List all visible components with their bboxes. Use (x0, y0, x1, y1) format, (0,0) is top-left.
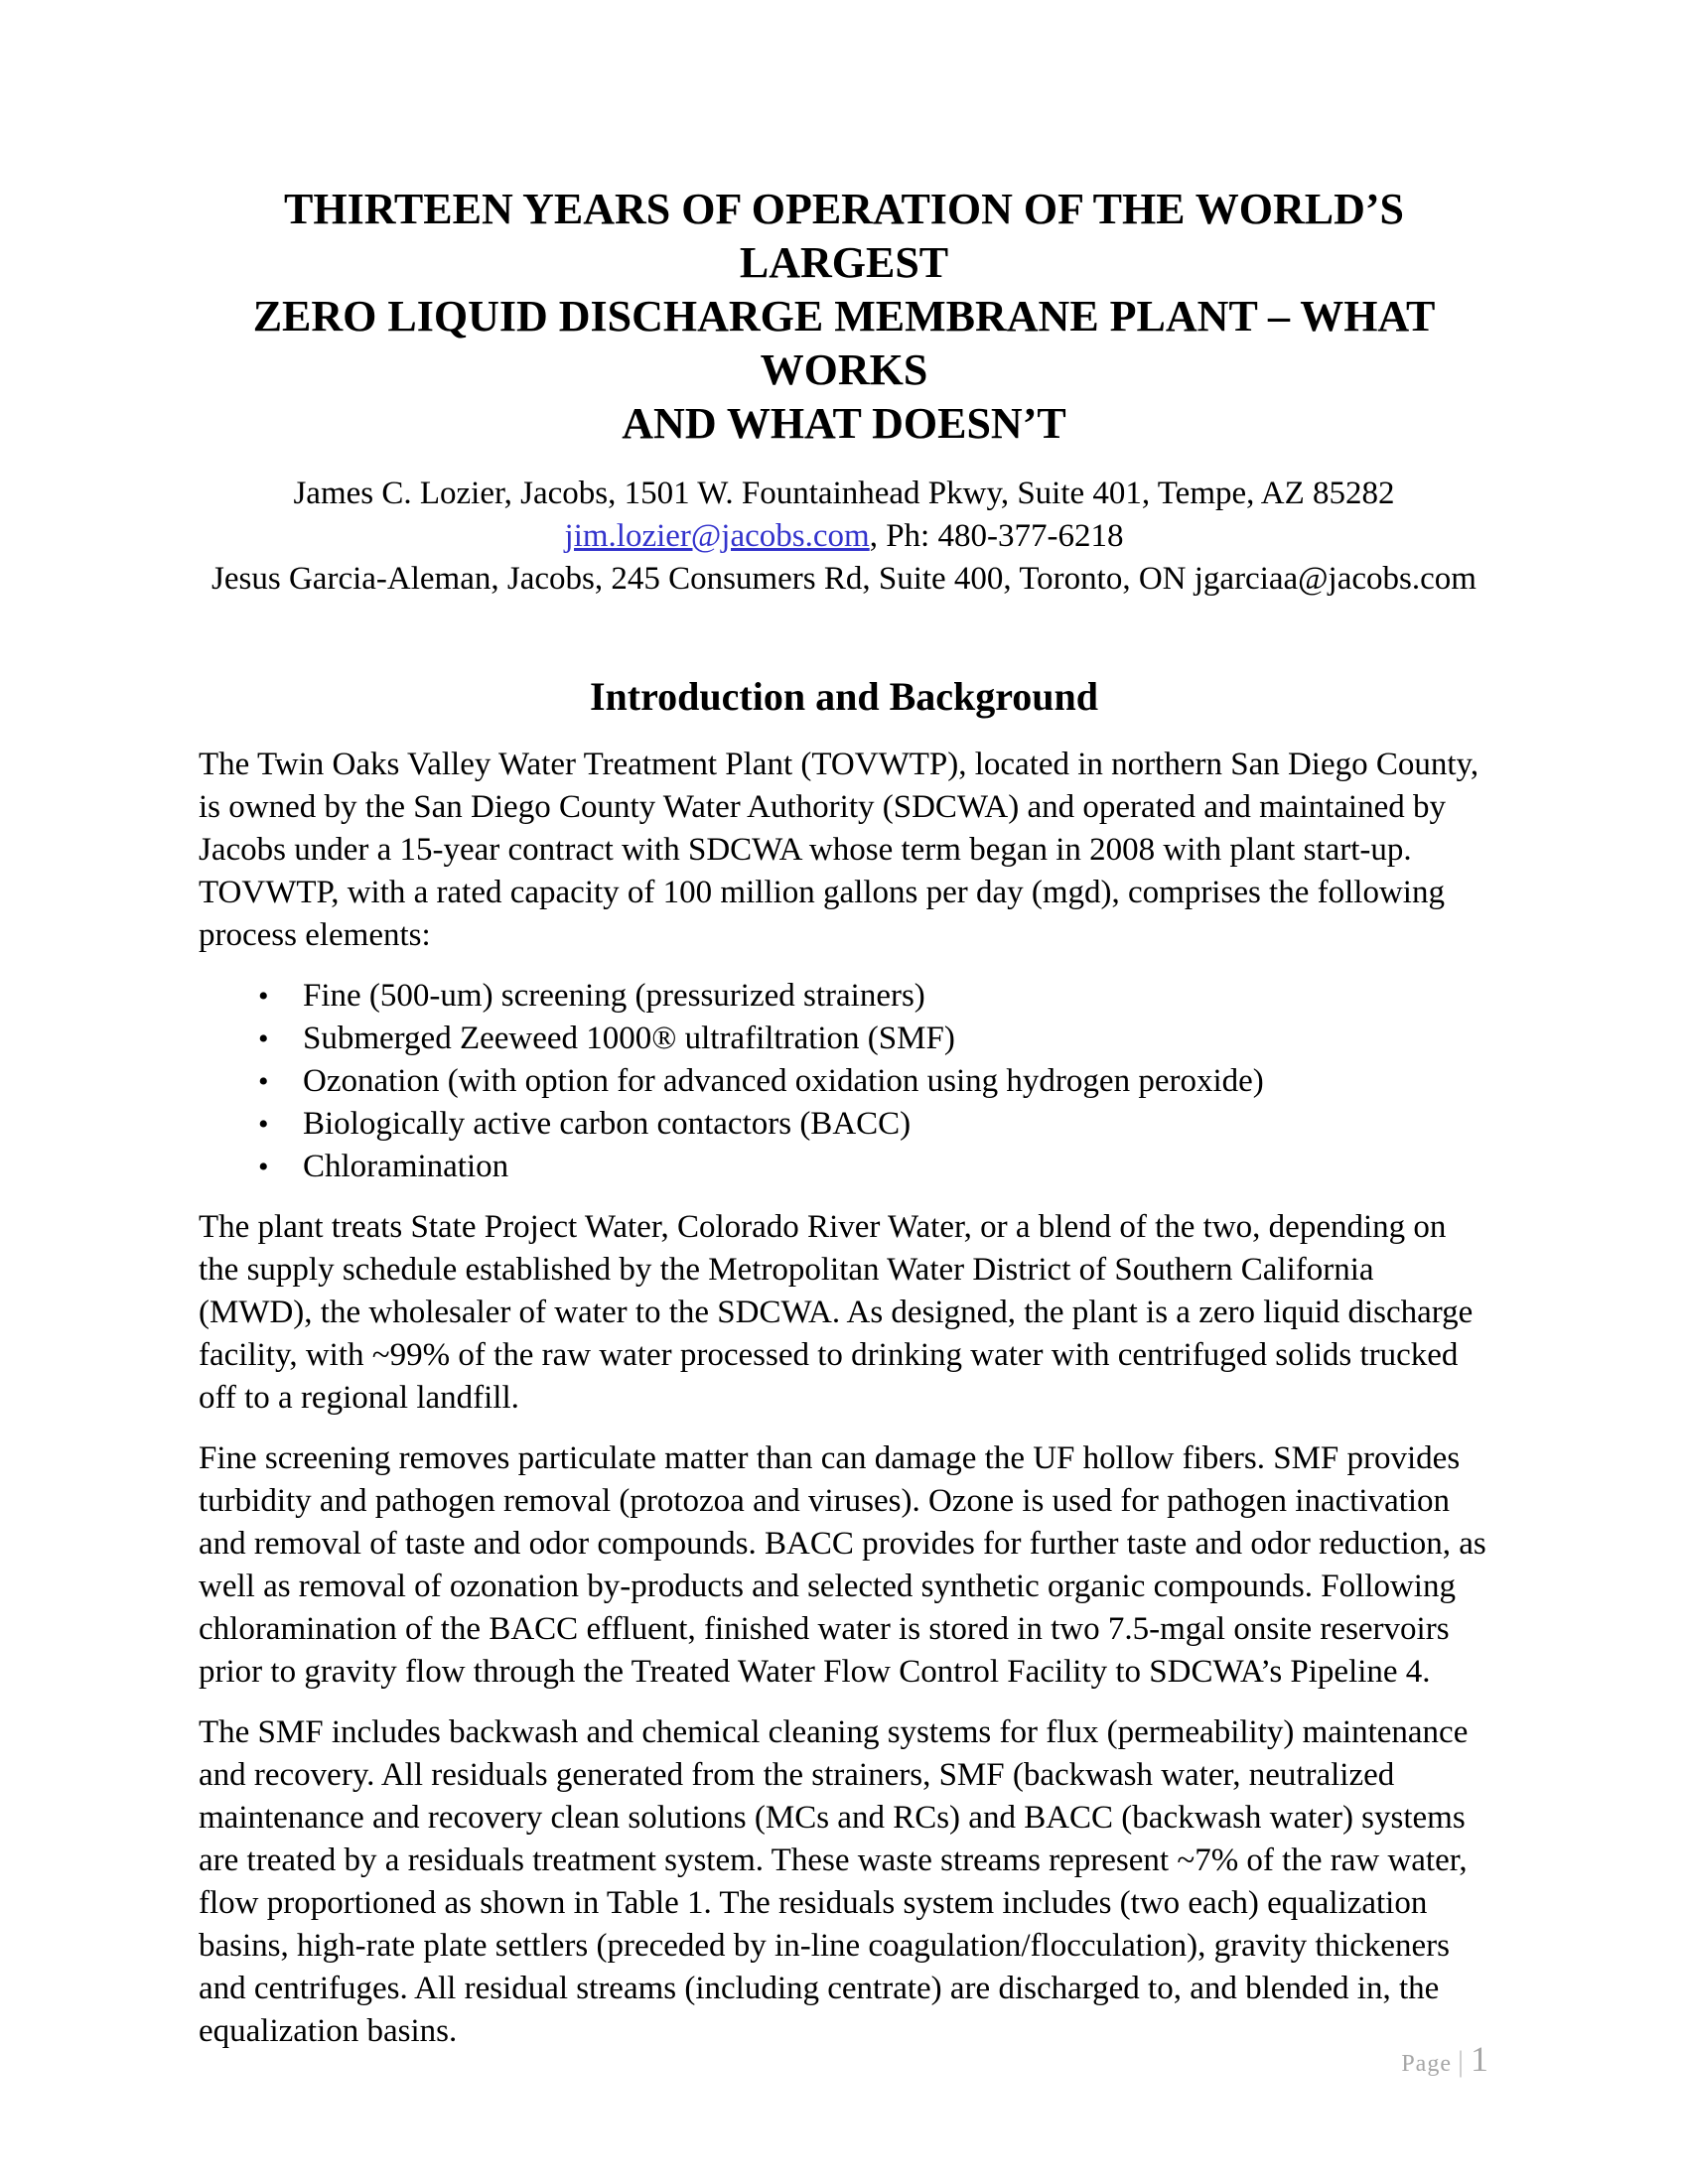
list-item-text: Chloramination (303, 1149, 509, 1184)
paper-title-line-3: AND WHAT DOESN’T (622, 399, 1066, 448)
list-item (199, 1060, 1489, 1103)
list-item (199, 1018, 1489, 1060)
paper-title-line-1: THIRTEEN YEARS OF OPERATION OF THE WORLD’S LARGEST (284, 185, 1404, 287)
list-item-text: Biologically active carbon contactors (BACC) (303, 1106, 912, 1142)
author-block (199, 473, 1489, 601)
list-item (199, 1103, 1489, 1146)
list-item (199, 1146, 1489, 1188)
intro-paragraph-4: The SMF includes backwash and chemical cleaning systems for flux (permeability) maintenance and recovery. All residuals generated from the strainers, SMF (backwash water, neutralized maintenance and recovery clean solutions (MCs and RCs) and BACC (backwash water) systems are treated by a residuals treatment system. These waste streams represent ~7% of the raw water, flow proportioned as shown in Table 1. The residuals system includes (two each) equalization basins, high-rate plate settlers (preceded by in-line coagulation/flocculation), gravity thickeners and centrifuges. All residual streams (including centrate) are discharged to, and blended in, the equalization basins. (199, 1714, 1469, 2049)
list-item (199, 975, 1489, 1018)
paper-title-line-2: ZERO LIQUID DISCHARGE MEMBRANE PLANT – WHAT WORKS (252, 292, 1436, 394)
author-affiliation-line-1: James C. Lozier, Jacobs, 1501 W. Fountainhead Pkwy, Suite 401, Tempe, AZ 85282 (293, 476, 1395, 511)
page-footer-label: Page (1401, 2051, 1452, 2077)
bullet-icon: • (258, 1108, 269, 1141)
author-contact-line (199, 515, 1489, 558)
bullet-icon: • (258, 1065, 269, 1098)
phone-text: , Ph: 480-377-6218 (869, 518, 1124, 554)
list-item-text: Submerged Zeeweed 1000® ultrafiltration (SMF) (303, 1021, 955, 1056)
page-footer (1401, 2037, 1489, 2086)
bullet-icon: • (258, 1023, 269, 1055)
bullet-icon: • (258, 1151, 269, 1183)
bullet-icon: • (258, 980, 269, 1013)
intro-paragraph-1: The Twin Oaks Valley Water Treatment Plant (TOVWTP), located in northern San Diego County, is owned by the San Diego County Water Authority (SDCWA) and operated and maintained by Jacobs under a 15-year contract with SDCWA whose term began in 2008 with plant start-up. TOVWTP, with a rated capacity of 100 million gallons per day (mgd), comprises the following process elements: (199, 747, 1479, 953)
email-link[interactable]: jim.lozier@jacobs.com (564, 518, 870, 554)
list-item-text: Fine (500-um) screening (pressurized strainers) (303, 978, 925, 1014)
intro-paragraph-3: Fine screening removes particulate matter than can damage the UF hollow fibers. SMF provides turbidity and pathogen removal (protozoa and viruses). Ozone is used for pathogen inactivation and removal of taste and odor compounds. BACC provides for further taste and odor reduction, as well as removal of ozonation by-products and selected synthetic organic compounds. Following chloramination of the BACC effluent, finished water is stored in two 7.5-mgal onsite reservoirs prior to gravity flow through the Treated Water Flow Control Facility to SDCWA’s Pipeline 4. (199, 1440, 1486, 1690)
section-heading-introduction: Introduction and Background (589, 674, 1099, 719)
author-affiliation-line-2: Jesus Garcia-Aleman, Jacobs, 245 Consumers Rd, Suite 400, Toronto, ON jgarciaa@jacobs.com (211, 561, 1477, 597)
process-elements-list (199, 975, 1489, 1188)
paper-title (199, 183, 1489, 451)
page-footer-separator: | (1457, 2045, 1465, 2078)
page-number: 1 (1471, 2039, 1489, 2079)
list-item-text: Ozonation (with option for advanced oxidation using hydrogen peroxide) (303, 1063, 1264, 1099)
intro-paragraph-2: The plant treats State Project Water, Colorado River Water, or a blend of the two, depending on the supply schedule established by the Metropolitan Water District of Southern California (MWD), the wholesaler of water to the SDCWA. As designed, the plant is a zero liquid discharge facility, with ~99% of the raw water processed to drinking water with centrifuged solids trucked off to a regional landfill. (199, 1209, 1474, 1416)
